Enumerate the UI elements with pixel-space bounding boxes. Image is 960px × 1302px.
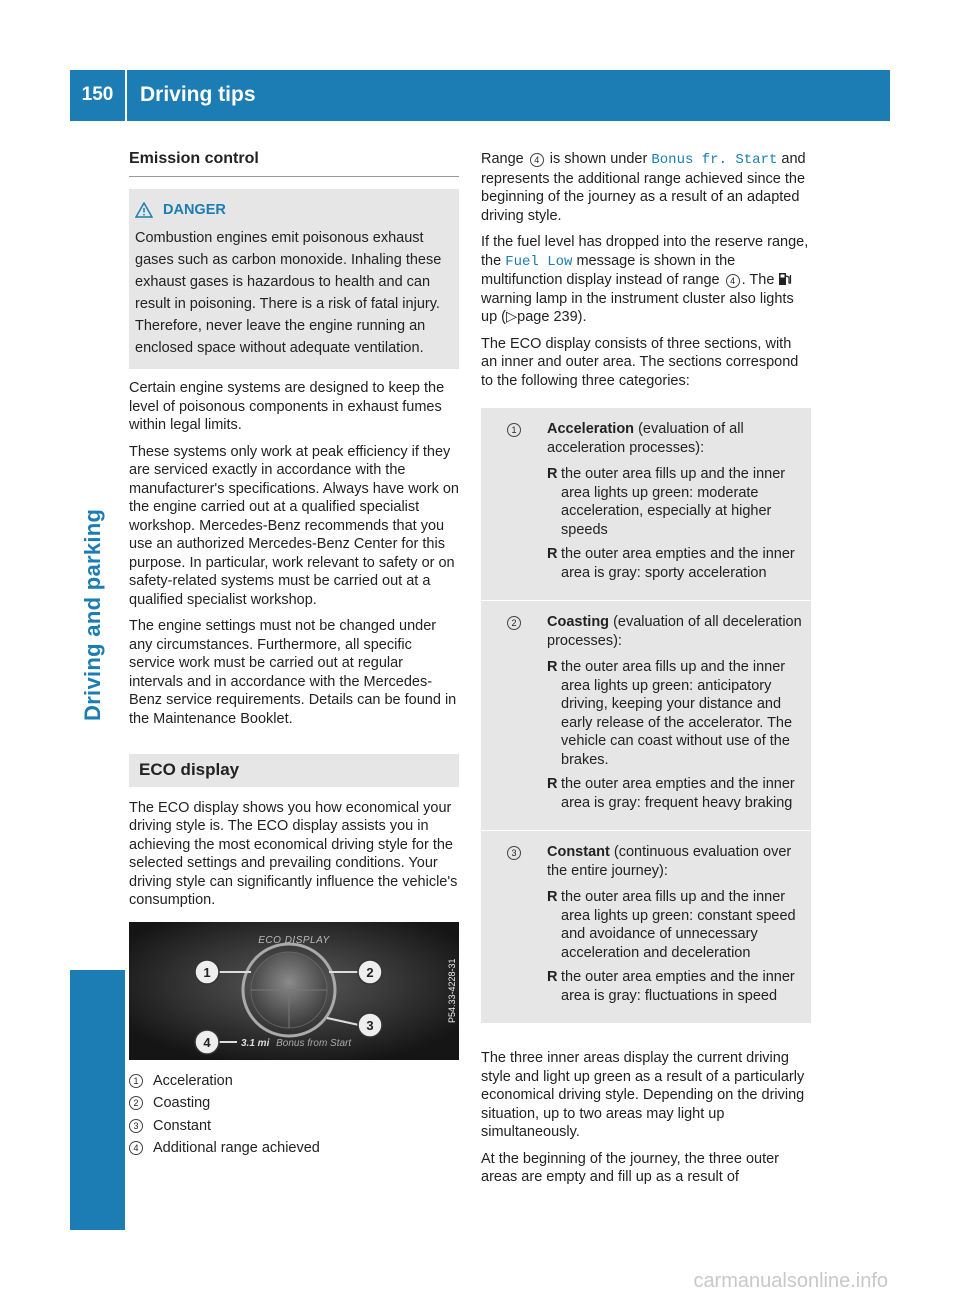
bullet-text: the outer area fills up and the inner area lights up green: moderate acceleration, especially at higher speeds bbox=[561, 466, 786, 538]
emission-paragraph-3: The engine settings must not be changed under any circumstances. Furthermore, all specific service work must be carried out at regular intervals and in accordance with the Mercedes-Benz service requirements. Details can be found in the Maintenance Booklet. bbox=[129, 618, 457, 727]
range-code: Bonus fr. Start bbox=[651, 152, 778, 168]
left-column bbox=[129, 150, 459, 1162]
journey-start-paragraph: At the beginning of the journey, the three outer areas are empty and fill up as a result of bbox=[481, 1150, 779, 1185]
legend-item bbox=[129, 1117, 459, 1136]
table-row bbox=[481, 601, 811, 831]
side-chapter-label: Driving and parking bbox=[80, 508, 105, 722]
category-desc: (evaluation of all acceleration processes): bbox=[547, 421, 744, 456]
callout-3: 3 bbox=[366, 1017, 374, 1033]
list-item: R the outer area fills up and the inner area lights up green: anticipatory driving, keeping your distance and early release of the accelerator. The vehicle can coast without use of the brakes. bbox=[547, 658, 803, 769]
category-name: Acceleration bbox=[547, 421, 635, 437]
legend-number: 1 bbox=[129, 1074, 143, 1088]
legend-number: 2 bbox=[129, 1096, 143, 1110]
row-number: 3 bbox=[507, 846, 521, 860]
legend-label: Additional range achieved bbox=[153, 1140, 320, 1156]
bullet-text: the outer area empties and the inner area is gray: fluctuations in speed bbox=[561, 969, 795, 1004]
row-number: 2 bbox=[507, 616, 521, 630]
inner-areas-paragraph: The three inner areas display the current driving style and light up green as a result of a particularly economical driving style. Depending on the driving situation, up to two areas may light up simultaneously. bbox=[481, 1050, 805, 1140]
callout-1: 1 bbox=[203, 964, 211, 980]
range-paragraph bbox=[481, 150, 811, 225]
eco-range-label: Bonus from Start bbox=[276, 1037, 352, 1049]
category-name: Constant bbox=[547, 844, 610, 860]
watermark: carmanualsonline.info bbox=[693, 1269, 888, 1292]
table-row bbox=[481, 831, 811, 1023]
category-name: Coasting bbox=[547, 614, 610, 630]
warning-triangle-icon bbox=[135, 202, 153, 218]
list-item: R the outer area empties and the inner area is gray: fluctuations in speed bbox=[547, 968, 803, 1005]
header-title: Driving tips bbox=[140, 83, 256, 107]
list-item: R the outer area fills up and the inner area lights up green: moderate acceleration, especially at higher speeds bbox=[547, 465, 803, 539]
bullet-text: the outer area empties and the inner area is gray: sporty acceleration bbox=[561, 546, 795, 581]
eco-display-image bbox=[129, 922, 459, 1060]
range-text-post: and represents the additional range achieved since the beginning of the journey as a result of an adapted driving style. bbox=[481, 151, 806, 224]
emission-title: Emission control bbox=[129, 150, 459, 177]
bullet-text: the outer area fills up and the inner area lights up green: constant speed and avoidance of unnecessary acceleration and deceleration bbox=[561, 889, 796, 961]
list-item: R the outer area fills up and the inner area lights up green: constant speed and avoidance of unnecessary acceleration and deceleration bbox=[547, 888, 803, 962]
sections-paragraph: The ECO display consists of three sections, with an inner and outer area. The sections correspond to the following three categories: bbox=[481, 335, 799, 389]
right-column bbox=[481, 150, 811, 1195]
fuel-text-pre: If the fuel level has dropped into the reserve range, the bbox=[481, 234, 809, 269]
list-item: R the outer area empties and the inner area is gray: sporty acceleration bbox=[547, 545, 803, 582]
fuel-number: 4 bbox=[726, 274, 740, 288]
page-header bbox=[70, 70, 890, 121]
eco-range-readout bbox=[241, 1035, 351, 1054]
emission-paragraph-2: These systems only work at peak efficiency if they are serviced exactly in accordance with the manufacturer's specifications. Always have work on the engine carried out at a qualified specialist workshop. Mercedes-Benz recommends that you use an authorized Mercedes-Benz Center for this purpose. In particular, work relevant to safety or on safety-related systems must be carried out at a qualified specialist workshop. bbox=[129, 443, 459, 608]
image-code: P54.33-4228-31 bbox=[447, 958, 457, 1023]
fuel-pump-icon bbox=[778, 272, 792, 286]
eco-legend bbox=[129, 1072, 459, 1158]
emission-paragraph-1: Certain engine systems are designed to keep the level of poisonous components in exhaust fumes within legal limits. bbox=[129, 380, 445, 433]
danger-heading bbox=[135, 201, 453, 220]
eco-range-value: 3.1 mi bbox=[241, 1037, 270, 1049]
fuel-text-mid: message is shown in the multifunction display instead of range bbox=[481, 252, 736, 288]
danger-box bbox=[129, 189, 459, 370]
fuel-text-end: ). bbox=[577, 309, 587, 325]
range-text-pre: Range bbox=[481, 151, 524, 167]
legend-label: Coasting bbox=[153, 1095, 211, 1111]
eco-categories-table bbox=[481, 408, 811, 1023]
legend-label: Acceleration bbox=[153, 1072, 233, 1089]
legend-label: Constant bbox=[153, 1117, 212, 1134]
page-ref-arrow-icon: ▷ bbox=[506, 309, 518, 325]
range-text-mid: is shown under bbox=[549, 151, 648, 167]
category-desc: (continuous evaluation over the entire journey): bbox=[547, 844, 792, 879]
bullet-text: the outer area empties and the inner area is gray: frequent heavy braking bbox=[561, 776, 795, 811]
side-chapter-tab bbox=[70, 970, 125, 1230]
fuel-paragraph bbox=[481, 233, 811, 327]
eco-display-title: ECO display bbox=[129, 754, 459, 787]
list-item: R the outer area empties and the inner area is gray: frequent heavy braking bbox=[547, 775, 803, 812]
danger-label: DANGER bbox=[163, 201, 226, 218]
range-number: 4 bbox=[530, 153, 544, 167]
fuel-code: Fuel Low bbox=[505, 253, 573, 270]
eco-screen-title: ECO DISPLAY bbox=[258, 934, 330, 946]
callout-4: 4 bbox=[203, 1034, 211, 1050]
legend-number: 4 bbox=[129, 1141, 143, 1155]
bullet-text: the outer area fills up and the inner area lights up green: anticipatory driving, keeping your distance and early release of the accelerator. The vehicle can coast without use of the brakes. bbox=[561, 659, 793, 768]
category-desc: (evaluation of all deceleration processes): bbox=[547, 614, 802, 649]
callout-2: 2 bbox=[366, 964, 374, 980]
page-number: 150 bbox=[81, 84, 114, 106]
legend-item bbox=[129, 1072, 459, 1091]
legend-item bbox=[129, 1139, 459, 1158]
legend-item bbox=[129, 1094, 459, 1113]
table-row bbox=[481, 408, 811, 601]
legend-number: 3 bbox=[129, 1119, 143, 1133]
fuel-text-post2: warning lamp in the instrument cluster also lights up ( bbox=[481, 290, 794, 325]
fuel-text-post: . The bbox=[741, 272, 775, 288]
danger-text: Combustion engines emit poisonous exhaust gases such as carbon monoxide. Inhaling these exhaust gases is hazardous to health and can result in poisoning. There is a risk of fatal injury. Therefore, never leave the engine running an enclosed space without adequate ventilation. bbox=[135, 230, 442, 356]
eco-paragraph: The ECO display shows you how economical your driving style is. The ECO display assists you in achieving the most economical driving style for the selected settings and prevailing conditions. Your driving style can significantly influence the vehicle's consumption. bbox=[129, 799, 458, 908]
row-number: 1 bbox=[507, 423, 521, 437]
page-reference-link[interactable]: page 239 bbox=[517, 309, 578, 325]
